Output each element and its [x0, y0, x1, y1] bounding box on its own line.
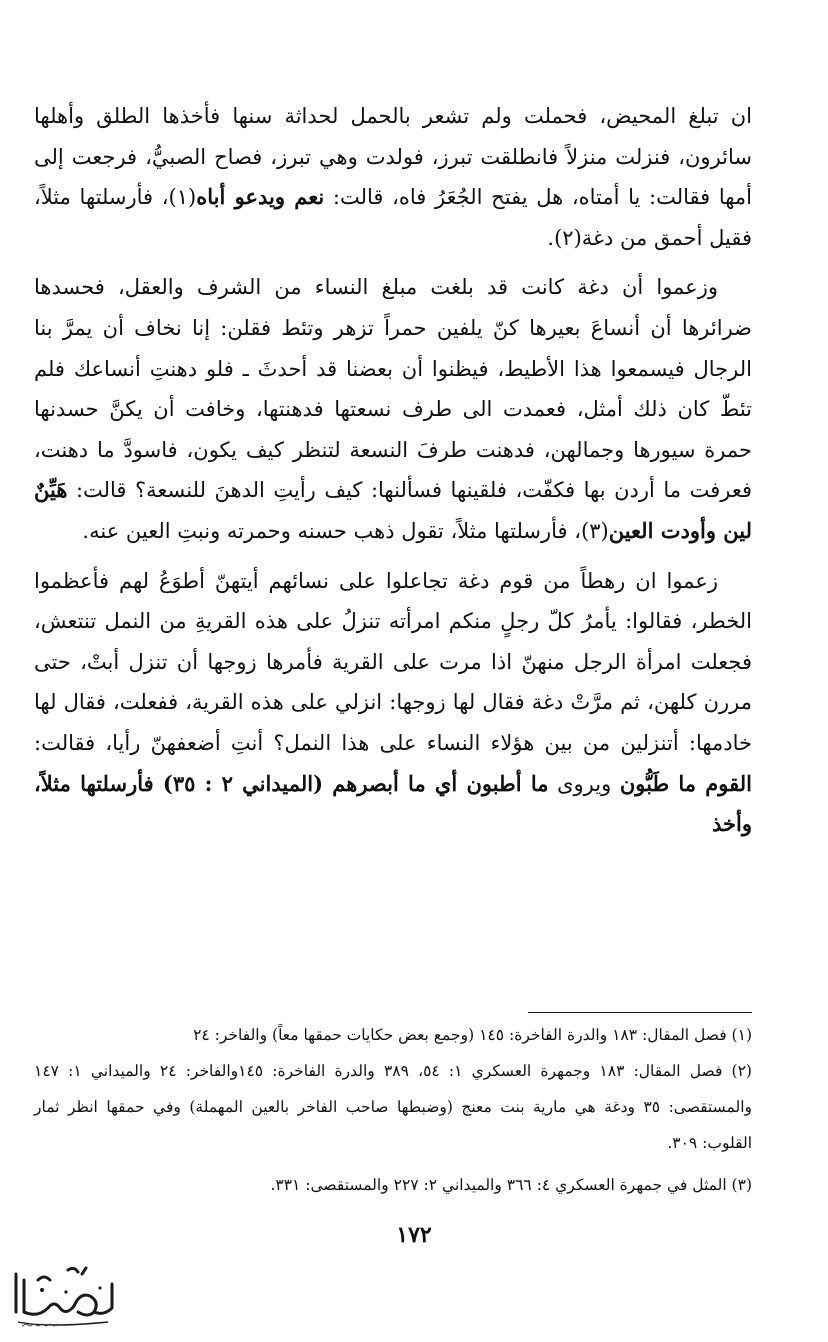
- footnotes: [34, 1017, 752, 1203]
- paragraph-3: [34, 561, 752, 845]
- library-seal-logo: [8, 1262, 120, 1330]
- footnote-divider: [528, 1012, 752, 1013]
- text-segment: ، فأرسلتها مثلاً، فقيل أحمق من دغة: [34, 185, 752, 250]
- text-segment: ويروى: [548, 771, 620, 796]
- text-segment: ان تبلغ المحيض، فحملت ولم تشعر بالحمل لحداثة سنها فأخذها الطلق وأهلها سائرون، فنزلت منزلاً فانطلقت تبرز، فولدت وهي تبرز، فصاح الصبيُّ، فرجعت إلى أمها فقالت: يا أمتاه، هل يفتح الجُعَرُ فاه، قالت:: [34, 104, 752, 210]
- footnote-3: (٣) المثل في جمهرة العسكري ٤: ٣٦٦ والميداني ٢: ٢٢٧ والمستقصى: ٣٣١.: [270, 1176, 752, 1194]
- main-text: [34, 96, 752, 845]
- footnote-2: (٢) فصل المقال: ١٨٣ وجمهرة العسكري ١: ٥٤، ٣٨٩ والدرة الفاخرة: ١٤٥والفاخر: ٢٤ والميداني ١: ١٤٧ والمستقصى: ٣٥ ودغة هي مارية بنت معنج (وضبطها صاحب الفاخر بالعين المهملة) وفي حمقها انظر ثمار القلوب: ٣٠٩.: [34, 1062, 752, 1152]
- text-segment: .: [547, 225, 555, 250]
- footnote-ref-3: (٣): [581, 518, 609, 543]
- text-segment: وزعموا أن دغة كانت قد بلغت مبلغ النساء من الشرف والعقل، فحسدها ضرائرها أن أنساعَ بعيرها كنّ يلفين حمراً تزهر وتئط فقلن: إنا نخاف أن يمرَّ بنا الرجال فيسمعوا هذا الأطيط، فيظنوا أن بعضنا قد أحدثَ ـ فلو دهنتِ أنساعك فلم تئطّ كان ذلك أمثل، فعمدت الى طرف نسعتها فدهنتها، وخافت أن يكنَّ حسدنها حمرة سيورها وجمالهن، فدهنت طرفَ النسعة لتنظر كيف يكون، فاسودَّ ما دهنت، فعرفت ما أردن بها فكفّت، فلقينها فسألنها: كيف رأيتِ الدهنَ للنسعة؟ قالت:: [34, 275, 752, 503]
- footnote-ref-2: (٢): [554, 225, 582, 250]
- footnote-1: (١) فصل المقال: ١٨٣ والدرة الفاخرة: ١٤٥ (وجمع بعض حكايات حمقها معاً) والفاخر: ٢٤: [193, 1026, 752, 1044]
- quote-bold: ما أطبون أي ما أبصرهم: [332, 770, 549, 796]
- page-number: ١٧٢: [396, 1222, 432, 1248]
- text-segment: (الميداني ٢ : ٣٥) فأرسلتها مثلاً، وأخذ: [34, 770, 752, 837]
- text-segment: زعموا ان رهطاً من قوم دغة تجاعلوا على نسائهم أيتهنّ أطوَعُ لهم فأعظموا الخطر، فقالوا: يأمرُ كلّ رجلٍ منكم امرأته تنزلُ على هذه القريةِ من النمل تنتعش، فجعلت امرأة الرجل منهنّ اذا مرت على القرية فأمرها زوجها أن تنزل أبتْ، حتى مررن كلهن، ثم مرَّتْ دغة فقال لها زوجها: انزلي على هذه القرية، ففعلت، فقال لها خادمها: أتنزلين من بين هؤلاء النساء على هذا النمل؟ أنتِ أضعفهنّ رأيا، فقالت:: [34, 568, 752, 755]
- quote-bold: نعم ويدعو أباه: [196, 184, 325, 210]
- footnote-ref-1: (١): [168, 185, 197, 210]
- quote-bold: هَيِّنٌ لين وأودت العين: [34, 477, 752, 543]
- paragraph-1: [34, 96, 752, 258]
- paragraph-2: [34, 267, 752, 551]
- quote-bold: القوم ما طَبُّون: [619, 770, 752, 796]
- text-segment: ، فأرسلتها مثلاً، تقول ذهب حسنه وحمرته ونبتِ العين عنه.: [82, 518, 582, 543]
